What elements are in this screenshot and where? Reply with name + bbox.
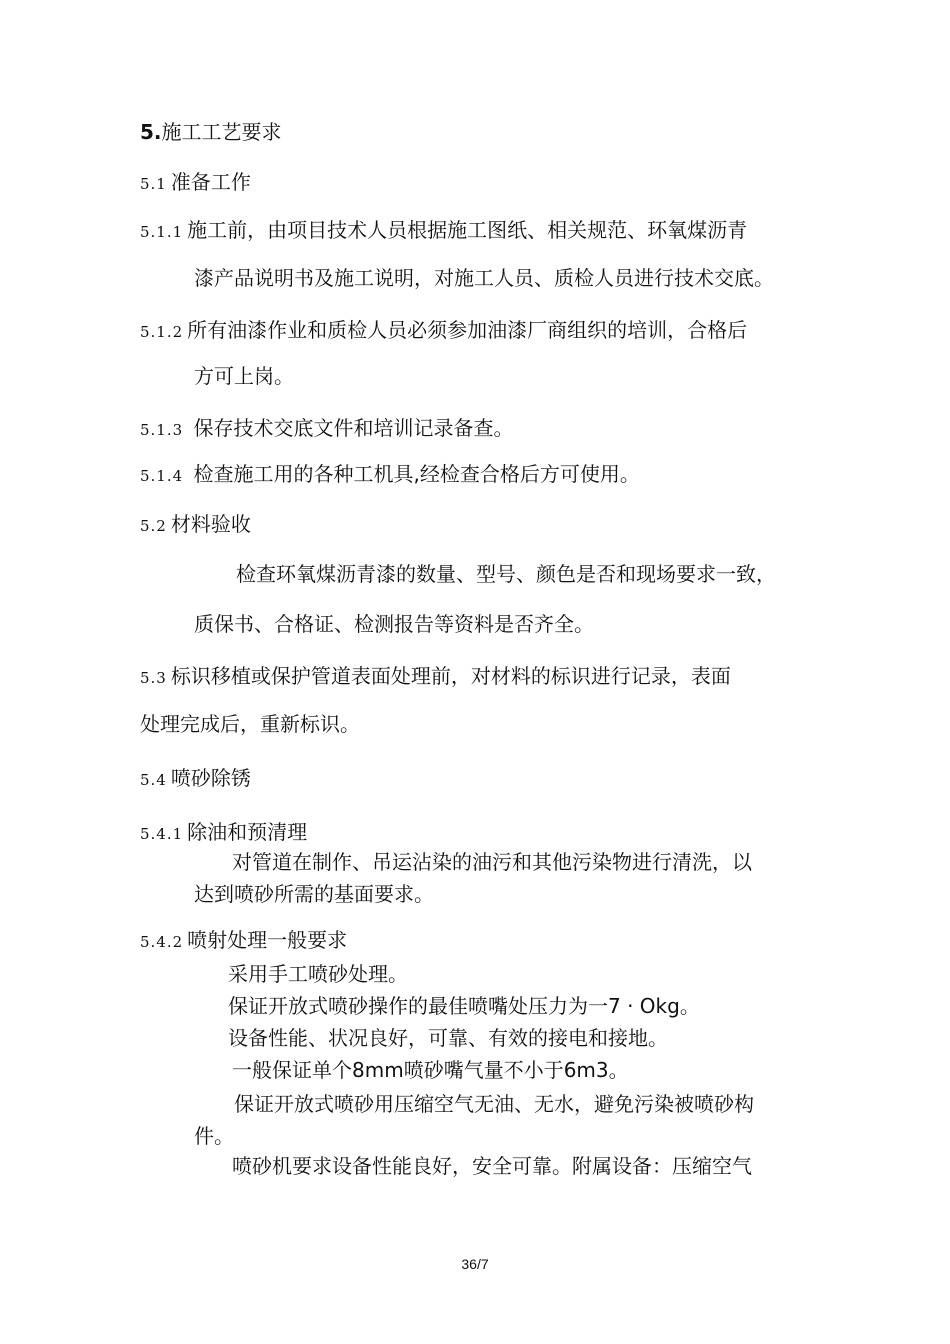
paragraph-line: 检查环氧煤沥青漆的数量、型号、颜色是否和现场要求一致， xyxy=(236,562,776,586)
list-item: 保证开放式喷砂操作的最佳喷嘴处压力为一7 · Okg。 xyxy=(228,994,700,1018)
section-5-1-3 xyxy=(140,416,514,442)
section-5-4 xyxy=(140,766,251,792)
paragraph-line: 施工前，由项目技术人员根据施工图纸、相关规范、环氧煤沥青 xyxy=(187,218,748,242)
list-item: 采用手工喷砂处理。 xyxy=(228,962,408,986)
heading-number: 5. xyxy=(140,120,162,144)
section-title: 准备工作 xyxy=(170,170,251,194)
paragraph-line: 达到喷砂所需的基面要求。 xyxy=(194,882,434,906)
section-5-4-2 xyxy=(140,928,347,954)
paragraph-line: 方可上岗。 xyxy=(194,364,294,388)
page-number: 36/7 xyxy=(461,1256,489,1272)
paragraph-line: 质保书、合格证、检测报告等资料是否齐全。 xyxy=(194,612,594,636)
section-number: 5.2 xyxy=(140,517,167,535)
list-item: 喷砂机要求设备性能良好，安全可靠。附属设备：压缩空气 xyxy=(232,1154,752,1178)
section-title: 除油和预清理 xyxy=(187,820,308,844)
section-number: 5.1.4 xyxy=(140,467,184,485)
list-item: 件。 xyxy=(194,1124,234,1148)
paragraph-line: 标识移植或保护管道表面处理前，对材料的标识进行记录，表面 xyxy=(170,664,731,688)
section-number: 5.1.1 xyxy=(140,223,184,241)
section-5-1-4 xyxy=(140,462,640,488)
section-heading xyxy=(140,120,282,144)
section-number: 5.1.3 xyxy=(140,421,184,439)
heading-text: 施工工艺要求 xyxy=(161,120,282,144)
list-item: 一般保证单个8mm喷砂嘴气量不小于6m3。 xyxy=(232,1058,629,1082)
list-item: 保证开放式喷砂用压缩空气无油、无水，避免污染被喷砂构 xyxy=(234,1092,754,1116)
section-number: 5.3 xyxy=(140,669,167,687)
section-title: 喷射处理一般要求 xyxy=(187,928,348,952)
section-5-4-1 xyxy=(140,820,307,846)
paragraph-line: 所有油漆作业和质检人员必须参加油漆厂商组织的培训，合格后 xyxy=(187,318,748,342)
section-title: 材料验收 xyxy=(170,512,251,536)
section-5-1-1 xyxy=(140,218,747,244)
section-5-3 xyxy=(140,664,731,690)
section-5-1-2 xyxy=(140,318,747,344)
paragraph-line: 漆产品说明书及施工说明，对施工人员、质检人员进行技术交底。 xyxy=(194,266,774,290)
section-number: 5.1.2 xyxy=(140,323,184,341)
section-number: 5.1 xyxy=(140,175,167,193)
section-5-2 xyxy=(140,512,251,538)
paragraph-line: 保存技术交底文件和培训记录备查。 xyxy=(193,416,514,440)
paragraph-line: 对管道在制作、吊运沾染的油污和其他污染物进行清洗，以 xyxy=(232,850,752,874)
section-title: 喷砂除锈 xyxy=(170,766,251,790)
paragraph-line: 处理完成后，重新标识。 xyxy=(140,712,360,736)
section-number: 5.4 xyxy=(140,771,167,789)
list-item: 设备性能、状况良好，可靠、有效的接电和接地。 xyxy=(228,1026,668,1050)
section-5-1 xyxy=(140,170,251,196)
paragraph-line: 检查施工用的各种工机具,经检查合格后方可使用。 xyxy=(193,462,640,486)
section-number: 5.4.1 xyxy=(140,825,184,843)
section-number: 5.4.2 xyxy=(140,933,184,951)
